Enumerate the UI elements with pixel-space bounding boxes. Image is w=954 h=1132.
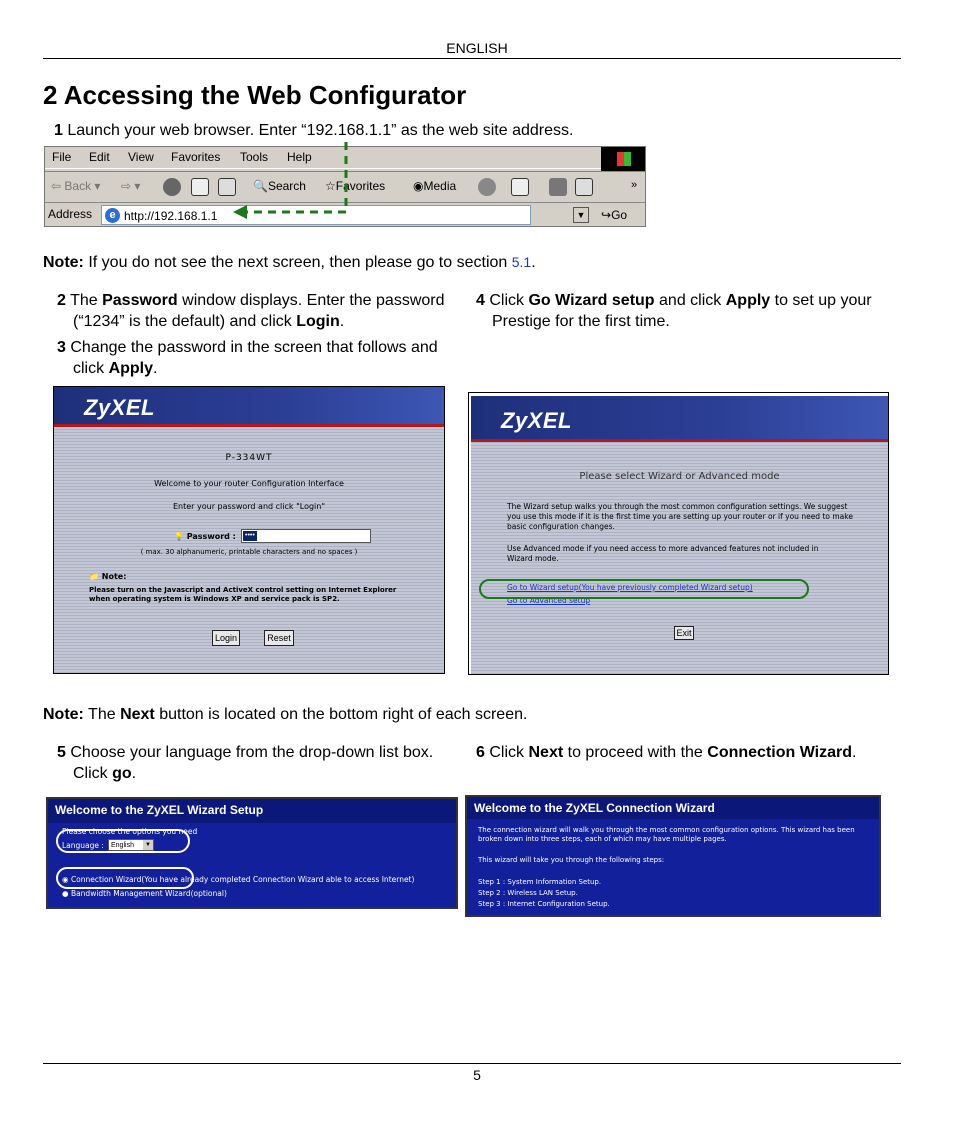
address-dropdown-icon[interactable]: ▼ (573, 207, 589, 223)
advanced-setup-link[interactable]: Go to Advanced setup (507, 596, 591, 605)
step-6: 6 Click Next to proceed with the Connection Wizard. (476, 744, 857, 761)
url-text: http://192.168.1.1 (124, 209, 218, 223)
step-1 (54, 120, 573, 141)
language-label: Language : (62, 841, 104, 850)
stop-icon[interactable] (163, 178, 181, 196)
welcome-text: Welcome to your router Configuration Interface (154, 479, 344, 488)
address-label: Address (48, 207, 93, 221)
connection-wizard-title-bar: Welcome to the ZyXEL Connection Wizard (467, 797, 879, 819)
section-link[interactable]: 5.1 (511, 254, 532, 270)
language-select[interactable]: English ▼ (108, 839, 154, 851)
wizard-step-2: Step 2 : Wireless LAN Setup. (478, 889, 578, 897)
highlight-oval (479, 579, 809, 599)
step-2: 2 The Password window displays. Enter the password (“1234” is the default) and click Login. (57, 292, 445, 330)
wizard-setup-screen (46, 797, 458, 909)
edit-icon[interactable] (575, 178, 593, 196)
history-icon[interactable] (478, 178, 496, 196)
instruction-text: Enter your password and click "Login" (172, 502, 326, 511)
model-name: P-334WT (225, 453, 273, 463)
choose-options-text: Please choose the options you need (62, 827, 198, 836)
footer-rule (43, 1063, 901, 1064)
page-title: 2 Accessing the Web Configurator (43, 80, 467, 110)
go-button[interactable]: ↪Go (601, 208, 628, 222)
search-button[interactable]: 🔍Search (253, 179, 306, 193)
step-4: 4 Click Go Wizard setup and click Apply to set up your Prestige for the first time. (476, 292, 872, 330)
step-text: Launch your web browser. Enter “192.168.1.1” as the web site address. (67, 122, 574, 139)
mode-heading: Please select Wizard or Advanced mode (579, 471, 780, 482)
media-button[interactable]: ◉Media (413, 179, 457, 193)
ie-icon: e (105, 208, 120, 223)
windows-logo-icon (601, 147, 645, 171)
login-screen (53, 386, 445, 674)
wizard-setup-link[interactable]: Go to Wizard setup(You have previously completed Wizard setup) (507, 583, 753, 592)
note-heading: 📁 Note: (89, 572, 127, 581)
note-2: Note: The Next button is located on the bottom right of each screen. (43, 706, 528, 723)
note-label: Note: (43, 254, 84, 271)
connection-wizard-screen (465, 795, 881, 917)
mail-icon[interactable] (511, 178, 529, 196)
zyxel-banner (471, 396, 888, 442)
menu-view[interactable]: View (128, 150, 154, 164)
password-hint: ( max. 30 alphanumeric, printable characters and no spaces ) (140, 548, 358, 556)
wizard-step-3: Step 3 : Internet Configuration Setup. (478, 900, 610, 908)
menu-tools[interactable]: Tools (240, 150, 269, 164)
exit-button[interactable]: Exit (674, 626, 694, 640)
page-header-language: ENGLISH (446, 40, 508, 56)
reset-button[interactable]: Reset (264, 630, 294, 646)
menu-file[interactable]: File (52, 150, 72, 164)
back-button[interactable]: ⇦ Back ▾ (51, 179, 101, 193)
password-input[interactable]: •••• (241, 529, 371, 543)
menu-help[interactable]: Help (287, 150, 312, 164)
wizard-description: The Wizard setup walks you through the most common configuration settings. We suggest you use this mode if it is the first time you are setting up your router or if you need to make basic configuration changes. (507, 502, 853, 531)
bandwidth-wizard-option[interactable]: ● Bandwidth Management Wizard(optional) (62, 889, 227, 898)
note-1: Note: If you do not see the next screen, then please go to section 5.1. (43, 254, 536, 271)
print-icon[interactable] (549, 178, 567, 196)
mode-screen (468, 392, 889, 675)
connection-wizard-option[interactable]: ◉ Connection Wizard(You have already completed Connection Wizard able to access Internet) (62, 875, 415, 884)
language-highlight-oval (56, 829, 190, 853)
forward-icon[interactable]: ⇨ ▾ (121, 179, 141, 193)
zyxel-logo: ZyXEL (84, 395, 155, 420)
menu-favorites[interactable]: Favorites (171, 150, 221, 164)
annotation-arrow-icon (225, 140, 360, 222)
password-label: 💡 Password : (174, 532, 236, 541)
step-3: 3 Change the password in the screen that follows and click Apply. (57, 339, 438, 377)
wizard-setup-title-bar: Welcome to the ZyXEL Wizard Setup (48, 799, 456, 823)
menu-edit[interactable]: Edit (89, 150, 110, 164)
connection-wizard-steps-intro: This wizard will take you through the following steps: (478, 856, 665, 864)
toolbar-overflow-icon[interactable]: » (631, 179, 638, 191)
login-button[interactable]: Login (212, 630, 240, 646)
connection-wizard-intro: The connection wizard will walk you through the most common configuration options. This wizard has been broken down into three steps, each of which may have multiple pages. (478, 826, 855, 843)
zyxel-logo: ZyXEL (501, 408, 572, 433)
header-rule (43, 58, 901, 59)
step-number: 1 (54, 122, 63, 139)
refresh-icon[interactable] (191, 178, 209, 196)
note-text: If you do not see the next screen, then please go to section (88, 254, 508, 271)
advanced-description: Use Advanced mode if you need access to more advanced features not included in Wizard mode. (507, 544, 819, 563)
note-body: Please turn on the Javascript and ActiveX control setting on Internet Explorer when operating system is Windows XP and service pack is SP2. (89, 586, 397, 603)
page-number: 5 (473, 1067, 481, 1083)
option-highlight-oval (56, 867, 194, 889)
step-5: 5 Choose your language from the drop-down list box. Click go. (57, 744, 434, 782)
wizard-step-1: Step 1 : System Information Setup. (478, 878, 602, 886)
zyxel-banner (54, 387, 444, 427)
favorites-button[interactable]: ☆Favorites (325, 179, 386, 193)
